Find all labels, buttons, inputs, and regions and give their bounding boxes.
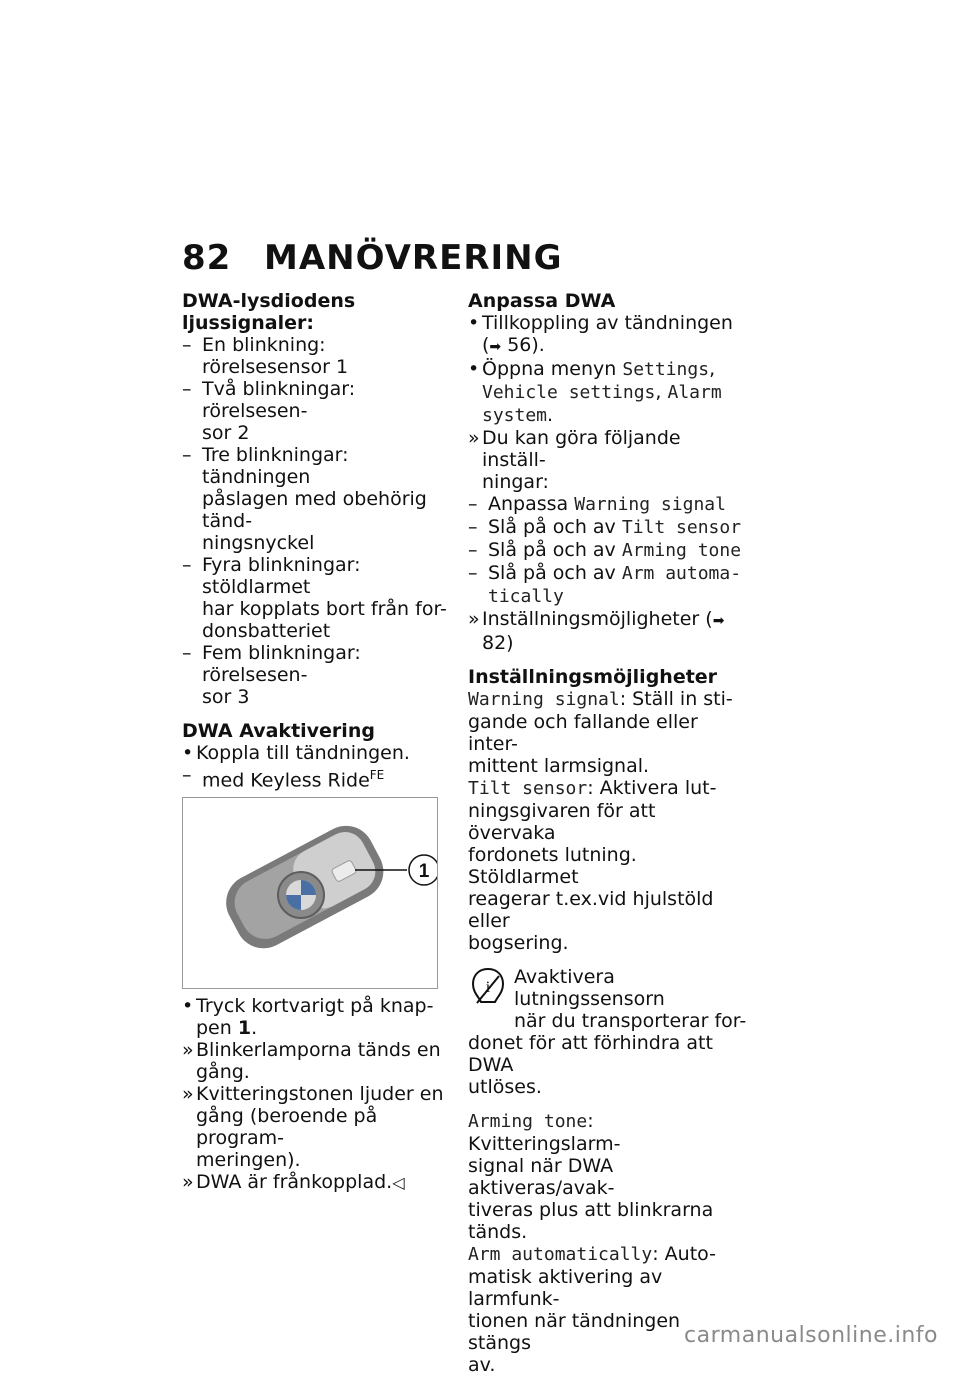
signal-list bbox=[182, 334, 452, 708]
svg-text:i: i bbox=[485, 979, 491, 996]
list-item: – Slå på och av Arming tone bbox=[468, 539, 742, 561]
list-item: • Tryck kortvarigt på knap- pen 1. bbox=[182, 995, 434, 1040]
callout-label: 1 bbox=[418, 861, 430, 883]
list-item: – med Keyless Ride$^{FE}$ bbox=[182, 764, 385, 792]
result-item: » DWA är frånkopplad.◁ bbox=[182, 1171, 405, 1194]
equipment-tag: FE bbox=[369, 768, 385, 782]
list-item: – Slå på och av Tilt sensor bbox=[468, 516, 742, 538]
list-item: • Tillkoppling av tändningen (➡ 56). bbox=[468, 312, 733, 356]
left-column bbox=[182, 290, 452, 1194]
list-item: – Slå på och av Arm automa- tically bbox=[468, 562, 742, 607]
heading-deactivation: DWA Avaktivering bbox=[182, 720, 375, 742]
list-item: – En blinkning: rörelsesensor 1 bbox=[182, 334, 349, 378]
setting-arm-automatically: Arm automatically: Auto- matisk aktivering av larmfunk- tionen när tändningen stängs av. bbox=[468, 1243, 716, 1376]
list-item: – Tre blinkningar: tändningen påslagen med obehörig tänd- ningsnyckel bbox=[182, 444, 427, 554]
page-reference-icon: ➡ bbox=[489, 339, 502, 355]
list-item: – Fem blinkningar: rörelsesen- sor 3 bbox=[182, 642, 361, 708]
page-number: 82 bbox=[182, 238, 232, 278]
heading-settings-options: Inställningsmöjligheter bbox=[468, 666, 718, 688]
result-item: » Inställningsmöjligheter (➡ 82) bbox=[468, 608, 725, 654]
result-item: » Du kan göra följande inställ- ningar: bbox=[468, 427, 681, 493]
section-title: MANÖVRERING bbox=[264, 238, 563, 278]
list-item: – Anpassa Warning signal bbox=[468, 493, 726, 515]
result-item: » Kvitteringstonen ljuder en gång (beroende på program- meringen). bbox=[182, 1083, 444, 1172]
setting-warning-signal: Warning signal: Ställ in sti- gande och fallande eller inter- mittent larmsignal. bbox=[468, 688, 733, 777]
setting-tilt-sensor: Tilt sensor: Aktivera lut- ningsgivaren för att övervaka fordonets lutning. Stöldlarmet reagerar t.ex.vid hjulstöld eller bogsering. bbox=[468, 777, 717, 954]
heading-adjust-dwa: Anpassa DWA bbox=[468, 290, 616, 312]
result-item: » Blinkerlamporna tänds en gång. bbox=[182, 1039, 441, 1084]
end-marker-icon: ◁ bbox=[392, 1173, 405, 1193]
setting-arming-tone: Arming tone: Kvitteringslarm- signal när DWA aktiveras/avak- tiveras plus att blinkrarna tänds. bbox=[468, 1110, 714, 1243]
right-column bbox=[468, 290, 748, 1376]
list-item: – Två blinkningar: rörelsesen- sor 2 bbox=[182, 378, 356, 444]
info-note: i Avaktivera lutningssensorn när du transporterar for- donet för att förhindra att DWA utlöses. bbox=[468, 966, 747, 1098]
list-item: • Koppla till tändningen. bbox=[182, 742, 410, 764]
key-fob-figure bbox=[182, 797, 438, 989]
key-fob-illustration bbox=[183, 798, 437, 988]
list-item: – Fyra blinkningar: stöldlarmet har kopplats bort från for- donsbatteriet bbox=[182, 554, 447, 642]
watermark: carmanualsonline.info bbox=[684, 1323, 938, 1348]
heading-led-signals: DWA-lysdiodens ljussignaler: bbox=[182, 290, 356, 334]
list-item: • Öppna menyn Settings, Vehicle settings, Alarm system. bbox=[468, 358, 722, 426]
page-reference-icon: ➡ bbox=[712, 613, 725, 629]
info-icon bbox=[468, 966, 508, 1011]
page-header bbox=[182, 238, 563, 278]
